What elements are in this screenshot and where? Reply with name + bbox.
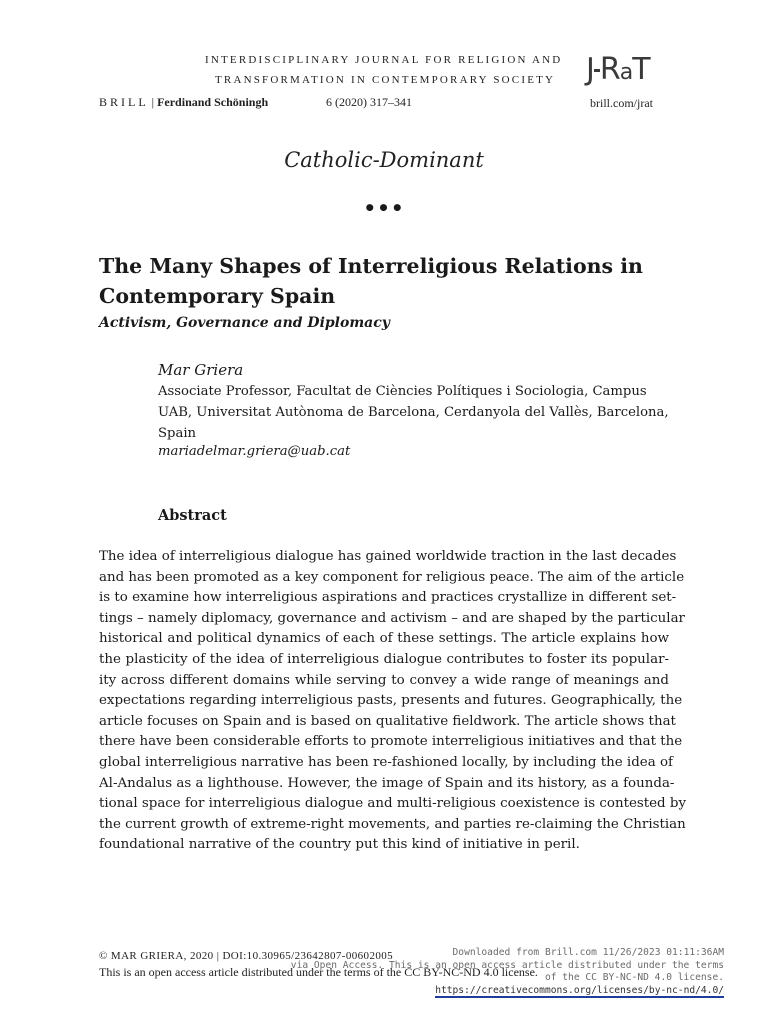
affiliation-line-1: Associate Professor, Facultat de Ciències Polítiques i Sociologia, Campus	[158, 384, 647, 399]
download-stamp-line-3: of the CC BY-NC-ND 4.0 license.	[544, 972, 724, 983]
article-title-line-1: The Many Shapes of Interreligious Relations in	[99, 254, 643, 278]
download-stamp	[291, 947, 724, 985]
abstract-line: tional space for interreligious dialogue and multi-religious coexistence is contested by	[99, 796, 687, 812]
abstract-line: the current growth of extreme-right movements, and parties re-claiming the Christian	[99, 816, 686, 832]
abstract-line: article focuses on Spain and is based on qualitative fieldwork. The article shows that	[99, 713, 676, 729]
logo-letter-r: R	[599, 52, 620, 87]
logo-letter-t: T	[632, 52, 650, 87]
publisher-name: BRILL	[99, 95, 149, 109]
abstract-line: ity across different domains while serving to convey a wide range of meanings and	[99, 672, 669, 688]
author-name: Mar Griera	[158, 361, 244, 379]
affiliation-line-2: UAB, Universitat Autònoma de Barcelona, Cerdanyola del Vallès, Barcelona,	[158, 405, 669, 420]
copyright-doi: © MAR GRIERA, 2020 | DOI:10.30965/23642807-00602005	[99, 950, 394, 962]
download-stamp-line-2: via Open Access. This is an open access article distributed under the terms	[290, 959, 724, 971]
abstract-heading: Abstract	[158, 507, 227, 524]
section-marker: •••	[363, 196, 405, 220]
abstract-line: historical and political dynamics of each of these settings. The article explains how	[99, 631, 669, 647]
download-stamp-line-1: Downloaded from Brill.com 11/26/2023 01:11:36AM	[452, 947, 724, 958]
article-title-line-2: Contemporary Spain	[99, 284, 336, 308]
abstract-line: expectations regarding interreligious pasts, presents and futures. Geographically, the	[99, 693, 683, 709]
publisher-row	[99, 95, 268, 110]
license-link[interactable]: https://creativecommons.org/licenses/by-nc-nd/4.0/	[435, 985, 724, 996]
license-text: This is an open access article distributed under the terms of the CC BY-NC-ND 4.0 license.	[99, 965, 538, 979]
journal-name-line-2: TRANSFORMATION IN CONTEMPORARY SOCIETY	[215, 74, 556, 86]
abstract-body	[99, 547, 687, 856]
article-title	[99, 251, 679, 311]
jrat-logo	[586, 52, 650, 87]
publisher-separator: |	[151, 95, 155, 109]
section-title: Catholic-Dominant	[284, 148, 484, 172]
abstract-line: Al-Andalus as a lighthouse. However, the image of Spain and its history, as a founda-	[99, 775, 675, 791]
abstract-line: and has been promoted as a key component for religious peace. The aim of the article	[99, 569, 685, 585]
abstract-line: the plasticity of the idea of interreligious dialogue contributes to foster its popular-	[99, 651, 669, 667]
imprint-name: Ferdinand Schöningh	[157, 95, 269, 109]
journal-url[interactable]: brill.com/jrat	[590, 96, 653, 110]
volume-info: 6 (2020) 317–341	[326, 95, 412, 109]
journal-name-line-1: INTERDISCIPLINARY JOURNAL FOR RELIGION AND	[205, 54, 563, 66]
abstract-line: is to examine how interreligious aspirations and practices crystallize in different set-	[99, 590, 677, 606]
logo-letter-j: J	[586, 52, 594, 87]
abstract-line: tings – namely diplomacy, governance and activism – and are shaped by the particular	[99, 610, 685, 626]
author-email[interactable]: mariadelmar.griera@uab.cat	[158, 444, 351, 459]
author-affiliation	[158, 381, 678, 444]
affiliation-line-3: Spain	[158, 426, 197, 441]
abstract-line: foundational narrative of the country put this kind of initiative in peril.	[99, 837, 580, 853]
abstract-line: there have been considerable efforts to promote interreligious initiatives and that the	[99, 734, 683, 750]
article-subtitle: Activism, Governance and Diplomacy	[99, 315, 390, 331]
abstract-line: global interreligious narrative has been re-fashioned locally, by including the idea of	[99, 754, 673, 770]
abstract-line: The idea of interreligious dialogue has gained worldwide traction in the last decades	[99, 549, 677, 564]
logo-letter-a: a	[619, 60, 633, 85]
